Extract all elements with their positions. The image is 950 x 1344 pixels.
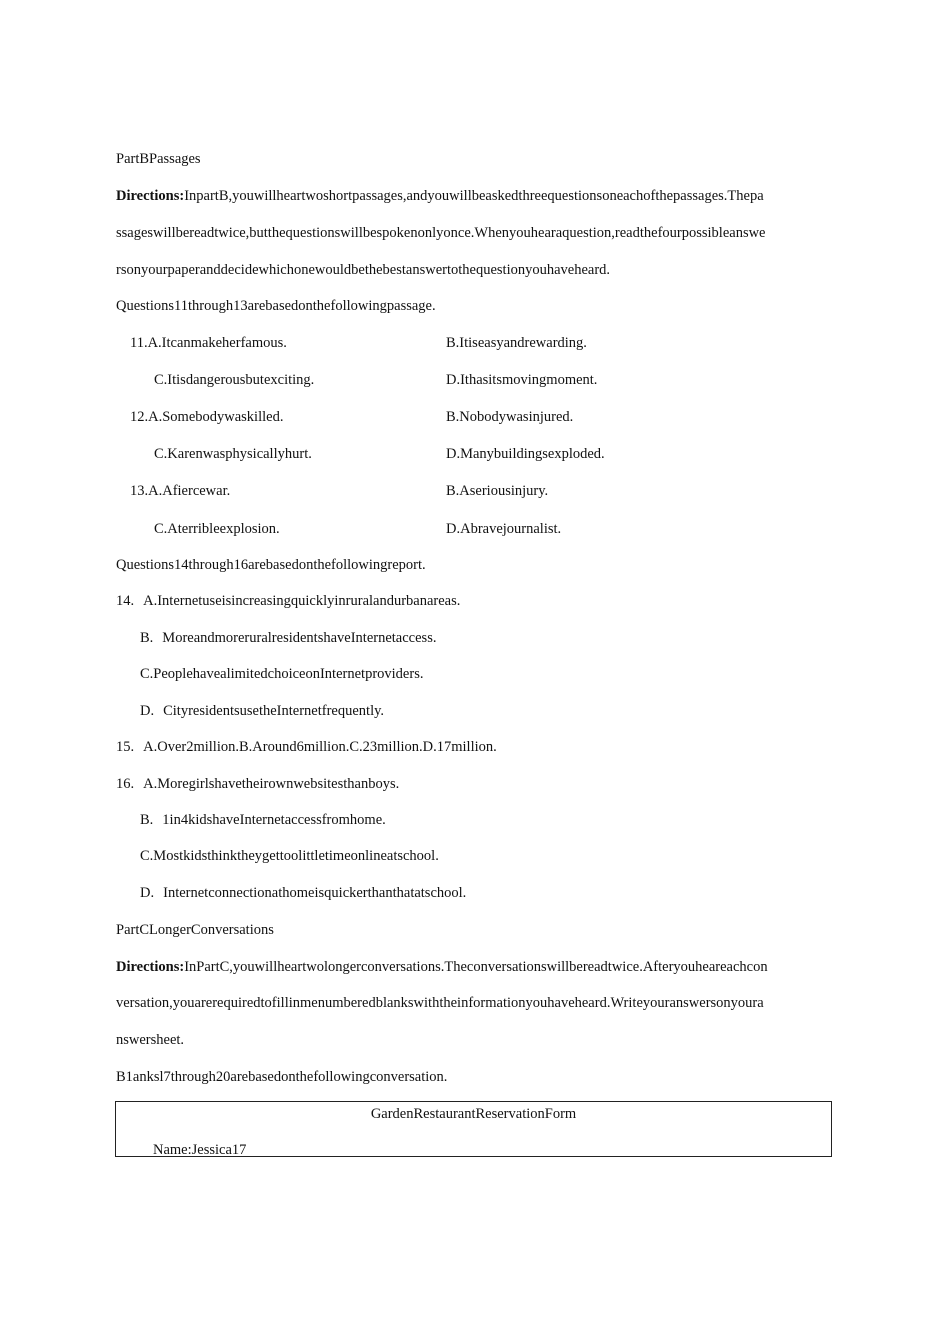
q14-option-d <box>140 702 384 720</box>
q16-option-b-text: 1in4kidshaveInternetaccessfromhome. <box>162 812 386 828</box>
q14-option-a-text: A.Internetuseisincreasingquicklyinruralandurbanareas. <box>143 593 461 609</box>
question-set-1-intro: Questions11through13arebasedonthefollowingpassage. <box>116 298 436 314</box>
q13-option-b: B.Aseriousinjury. <box>446 483 549 499</box>
q16-option-d <box>140 884 466 902</box>
q16-option-a <box>116 775 399 793</box>
q12-option-c: C.Karenwasphysicallyhurt. <box>154 446 312 462</box>
q16-option-b <box>140 811 386 829</box>
q14-number: 14. <box>116 593 135 609</box>
q11-option-a: 11.A.Itcanmakeherfamous. <box>130 335 287 351</box>
q13-option-d: D.Abravejournalist. <box>446 521 562 537</box>
q16-option-d-text: Internetconnectionathomeisquickerthanthatatschool. <box>163 885 467 901</box>
q11-option-d: D.Ithasitsmovingmoment. <box>446 372 598 388</box>
q15-options-text: A.Over2million.B.Around6million.C.23million.D.17million. <box>143 739 497 755</box>
directions-text: InpartB,youwillheartwoshortpassages,andyouwillbeaskedthreequestionsoneachofthepassages.Thepa <box>184 188 764 204</box>
part-b-directions-line-2: ssageswillbereadtwice,butthequestionswillbespokenonlyonce.Whenyouhearaquestion,readthefourpossibleanswe <box>116 225 766 241</box>
q16-option-c: C.Mostkidsthinktheygettoolittletimeonlineatschool. <box>140 848 439 864</box>
directions-text: InPartC,youwillheartwolongerconversations.Theconversationswillbereadtwice.Afteryouheareachcon <box>184 959 768 975</box>
part-b-heading: PartBPassages <box>116 151 201 167</box>
q14-option-b <box>140 629 436 647</box>
q14-option-b-text: MoreandmoreruralresidentshaveInternetaccess. <box>162 630 437 646</box>
q16-option-a-text: A.Moregirlshavetheirownwebsitesthanboys. <box>143 776 400 792</box>
q14-option-a <box>116 592 460 610</box>
part-b-directions-line-3: rsonyourpaperanddecidewhichonewouldbethebestanswertothequestionyouhaveheard. <box>116 262 611 278</box>
q11-option-c: C.Itisdangerousbutexciting. <box>154 372 315 388</box>
form-title: GardenRestaurantReservationForm <box>370 1106 577 1122</box>
blanks-intro: B1anksl7through20arebasedonthefollowingconversation. <box>116 1069 448 1085</box>
part-c-heading: PartCLongerConversations <box>116 922 274 938</box>
q15-options <box>116 738 497 756</box>
q12-option-b: B.Nobodywasinjured. <box>446 409 574 425</box>
question-set-2-intro: Questions14through16arebasedonthefollowingreport. <box>116 557 426 573</box>
q16-option-d-letter: D. <box>140 885 155 901</box>
part-c-directions-line-1 <box>116 958 768 976</box>
q12-option-a: 12.A.Somebodywaskilled. <box>130 409 284 425</box>
q13-option-c: C.Aterribleexplosion. <box>154 521 280 537</box>
directions-label: Directions: <box>116 188 185 204</box>
part-c-directions-line-3: nswersheet. <box>116 1032 185 1048</box>
q16-option-b-letter: B. <box>140 812 154 828</box>
q13-option-a: 13.A.Afiercewar. <box>130 483 231 499</box>
q14-option-c: C.PeoplehavealimitedchoiceonInternetproviders. <box>140 666 424 682</box>
form-name-field: Name:Jessica17 <box>153 1142 247 1158</box>
q11-option-b: B.Itiseasyandrewarding. <box>446 335 587 351</box>
part-b-directions-line-1 <box>116 187 764 205</box>
q15-number: 15. <box>116 739 135 755</box>
q14-option-b-letter: B. <box>140 630 154 646</box>
directions-label: Directions: <box>116 959 185 975</box>
q14-option-d-text: CityresidentsusetheInternetfrequently. <box>163 703 385 719</box>
q12-option-d: D.Manybuildingsexploded. <box>446 446 605 462</box>
reservation-form <box>115 1101 832 1157</box>
part-c-directions-line-2: versation,youarerequiredtofillinmenumberedblankswiththeinformationyouhaveheard.Writeyouranswersonyoura <box>116 995 764 1011</box>
q16-number: 16. <box>116 776 135 792</box>
q14-option-d-letter: D. <box>140 703 155 719</box>
